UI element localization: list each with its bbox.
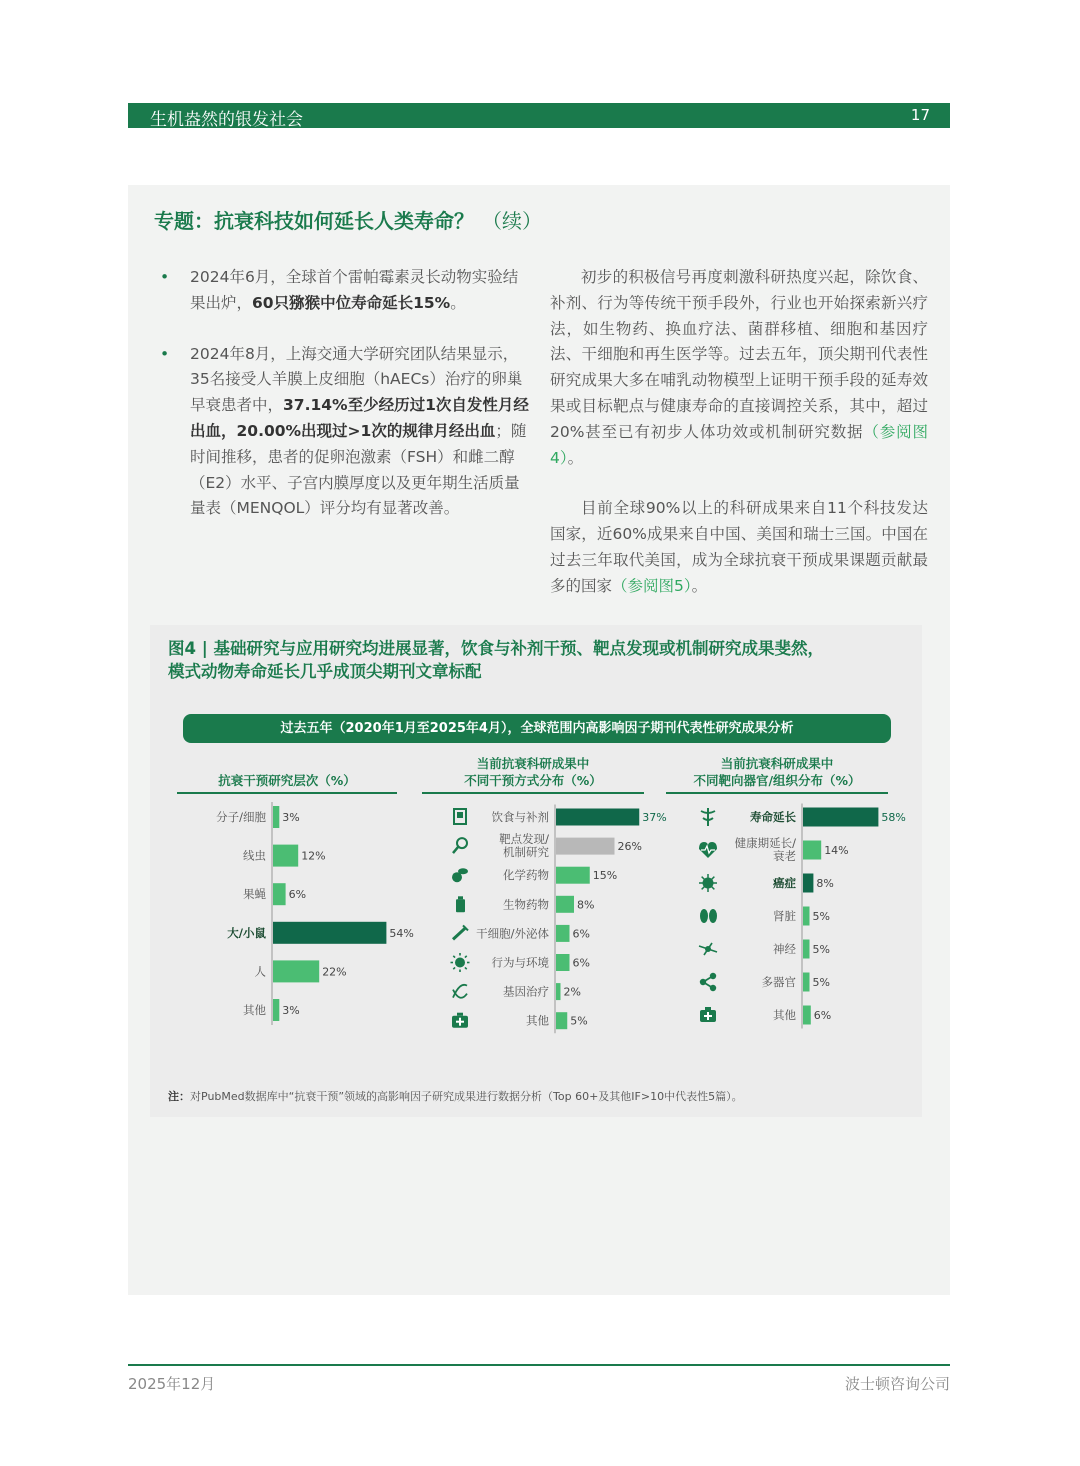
chart-3-heading-line2: 不同靶向器官/组织分布（%） xyxy=(693,773,861,788)
chart-1-category-label: 果蝇 xyxy=(243,887,266,902)
chart-2-bar xyxy=(556,925,570,942)
share-icon xyxy=(700,979,706,985)
chart-2-category-label: 其他 xyxy=(526,1013,549,1028)
content-panel xyxy=(128,185,950,1295)
section-heading-cont: （续） xyxy=(482,209,542,233)
chart-3-category-label: 多器官 xyxy=(761,975,796,989)
chart-2-bar xyxy=(556,954,570,971)
note-label: 注： xyxy=(168,1090,190,1103)
chart-3-value-label: 5% xyxy=(812,943,830,956)
chart-2-category-label: 干细胞/外泌体 xyxy=(476,926,549,941)
virus-icon xyxy=(702,887,705,890)
figure-banner: 过去五年（2020年1月至2025年4月），全球范围内高影响因子期刊代表性研究成果分析 xyxy=(183,714,891,743)
paragraph-text-end: 。 xyxy=(567,448,584,467)
share-icon xyxy=(710,985,716,991)
chart-2-value-label: 26% xyxy=(617,840,642,854)
figure-note xyxy=(168,1088,743,1104)
chart-3-value-label: 5% xyxy=(812,910,830,923)
chart-2-category-label: 机制研究 xyxy=(503,845,549,860)
paragraph-text: 初步的积极信号再度刺激科研热度兴起，除饮食、补剂、行为等传统干预手段外，行业也开始探索新兴疗法，如生物药、换血疗法、菌群移植、细胞和基因疗法、干细胞和再生医学等。过去五年，顶尖期刊代表性研究成果大多在哺乳动物模型上证明干预手段的延寿效果或目标靶点与健康寿命的直接调控关系，其中，超过20%甚至已有初步人体功效或机制研究数据 xyxy=(550,268,928,441)
chart-2-value-label: 8% xyxy=(577,898,595,912)
footer-company: 波士顿咨询公司 xyxy=(844,1375,950,1393)
section-heading xyxy=(154,205,542,234)
share-icon xyxy=(710,973,716,979)
chart-3-bar xyxy=(803,841,821,860)
chart-1-value-label: 54% xyxy=(389,926,414,940)
chart-1-value-label: 12% xyxy=(301,849,326,863)
chart-2-heading-line2: 不同干预方式分布（%） xyxy=(464,773,602,788)
sun-icon xyxy=(465,956,467,958)
chart-2-bar xyxy=(556,838,615,855)
chart-3-category-label: 神经 xyxy=(773,942,796,956)
bullet-dot-icon: • xyxy=(160,344,170,363)
magnifier-icon xyxy=(453,847,458,853)
chart-3-category-label: 癌症 xyxy=(773,876,796,890)
sun-icon xyxy=(455,958,465,968)
chart-1-category-label: 其他 xyxy=(243,1003,266,1017)
paragraph-text: 目前全球90%以上的科研成果来自11个科技发达国家，近60%成果来自中国、美国和瑞士三国。中国在过去三年取代美国，成为全球抗衰干预成果课题贡献最多的国家 xyxy=(550,499,928,595)
bullet-text-end: ；随时间推移，患者的促卵泡激素（FSH）和雌二醇（E2）水平、子宫内膜厚度以及更年期生活质量量表（MENQOL）评分均有显著改善。 xyxy=(190,421,527,518)
chart-3-bar xyxy=(803,874,813,893)
bottle-icon xyxy=(458,896,463,899)
chart-2-value-label: 5% xyxy=(570,1014,588,1028)
bullet-bold: 37.14%至少经历过1次自发性月经出血，20.00%出现过>1次的规律月经出血 xyxy=(190,396,529,440)
chart-3-value-label: 8% xyxy=(816,877,834,890)
chart-2-category-label: 行为与环境 xyxy=(491,955,549,970)
virus-icon xyxy=(712,887,715,890)
chart-3-value-label: 14% xyxy=(824,844,849,857)
chart-3-category-label: 寿命延长 xyxy=(750,810,796,824)
note-text: 对PubMed数据库中“抗衰干预”领域的高影响因子研究成果进行数据分析（Top 60+及其他IF>10中代表性5篇）。 xyxy=(190,1090,743,1103)
sun-icon xyxy=(453,956,455,958)
chart-2-value-label: 2% xyxy=(563,985,581,999)
chart-2-value-label: 15% xyxy=(592,869,618,883)
figure-charts xyxy=(150,625,922,1117)
chart-1-category-label: 大/小鼠 xyxy=(227,925,266,940)
bullet-text: 2024年8月，上海交通大学研究团队结果显示，35名接受人羊膜上皮细胞（hAECs）治疗的卵巢早衰患者中， xyxy=(190,344,523,415)
footer-date: 2025年12月 xyxy=(128,1375,216,1393)
right-column xyxy=(550,265,928,625)
chart-1-heading-text: 抗衰干预研究层次（%） xyxy=(218,773,356,788)
chart-3-bar xyxy=(803,973,810,992)
chart-1-bar xyxy=(273,845,298,867)
figure-title-line2: 模式动物寿命延长几乎成顶尖期刊文章标配 xyxy=(168,662,482,681)
syringe-icon xyxy=(453,927,466,939)
figure-box xyxy=(150,625,922,1117)
chart-1-bar xyxy=(273,960,319,982)
chart-1-category-label: 分子/细胞 xyxy=(216,810,266,824)
kidney-icon xyxy=(700,909,708,923)
chart-2-value-label: 6% xyxy=(572,927,590,941)
header-title: 生机盎然的银发社会 xyxy=(150,110,303,130)
footer-divider xyxy=(128,1364,950,1366)
chart-1-bar xyxy=(273,883,286,905)
book-icon xyxy=(457,812,463,818)
chart-1-value-label: 3% xyxy=(282,1004,300,1017)
header-bar xyxy=(128,103,950,128)
bullet-text: 2024年6月，全球首个雷帕霉素灵长动物实验结果出炉， xyxy=(190,268,519,312)
medkit-icon xyxy=(705,1007,711,1010)
chart-2-bar xyxy=(556,896,574,913)
page-number: 17 xyxy=(910,106,930,124)
chart-2-category-label: 饮食与补剂 xyxy=(491,810,549,824)
virus-icon xyxy=(712,877,715,880)
chart-3-heading-line1: 当前抗衰科研成果中 xyxy=(720,756,834,771)
chart-2-category-label: 生物药物 xyxy=(503,897,549,912)
figure-reference-link[interactable]: （参阅图4） xyxy=(550,422,928,467)
figure-title-line1: 图4 | 基础研究与应用研究均进展显著，饮食与补剂干预、靶点发现或机制研究成果斐然， xyxy=(168,639,824,658)
chart-1-bar xyxy=(273,922,386,944)
chart-2-value-label: 37% xyxy=(642,811,667,824)
chart-3-bar xyxy=(803,808,878,827)
bullet-item-2 xyxy=(158,342,530,523)
chart-1-value-label: 22% xyxy=(322,965,347,979)
chart-2-bar xyxy=(556,867,590,884)
chart-2-category-label: 化学药物 xyxy=(503,868,549,883)
chart-1-bar xyxy=(273,999,279,1021)
bullet-text-end: 。 xyxy=(450,293,466,312)
kidney-icon xyxy=(709,909,717,923)
bullet-dot-icon: • xyxy=(160,268,170,286)
chart-3-category-label: 肾脏 xyxy=(773,909,796,923)
left-column xyxy=(158,265,530,547)
chart-3-bar xyxy=(803,940,810,959)
paragraph-1 xyxy=(550,265,928,471)
chart-1-bar xyxy=(273,806,279,828)
chart-3-value-label: 58% xyxy=(881,811,906,824)
paragraph-text-end: 。 xyxy=(691,576,708,595)
chart-3-value-label: 6% xyxy=(813,1009,832,1022)
chart-3-value-label: 5% xyxy=(812,976,830,989)
chart-2-heading-line1: 当前抗衰科研成果中 xyxy=(476,756,590,771)
sun-icon xyxy=(453,967,455,969)
pills-icon xyxy=(458,868,468,874)
chart-2-value-label: 6% xyxy=(572,956,590,970)
sun-icon xyxy=(465,967,467,969)
chart-3-category-label: 衰老 xyxy=(773,849,796,863)
figure-reference-link[interactable]: （参阅图5） xyxy=(612,576,692,595)
chart-2-bar xyxy=(556,1012,567,1029)
magnifier-icon xyxy=(457,838,467,848)
chart-1-category-label: 线虫 xyxy=(243,848,266,863)
chart-3-category-label: 健康期延长/ xyxy=(734,836,796,850)
chart-1-value-label: 3% xyxy=(282,811,300,824)
chart-1-category-label: 人 xyxy=(254,964,266,979)
medkit-icon xyxy=(457,1013,463,1016)
bottle-icon xyxy=(456,899,465,912)
chart-3-bar xyxy=(803,907,810,926)
chart-2-bar xyxy=(556,983,561,1000)
chart-2-category-label: 基因治疗 xyxy=(503,984,549,999)
chart-1-value-label: 6% xyxy=(288,888,307,902)
chart-3-category-label: 其他 xyxy=(773,1008,796,1022)
chart-2-category-label: 靶点发现/ xyxy=(499,832,549,847)
bullet-item-1 xyxy=(158,265,530,317)
paragraph-2 xyxy=(550,496,928,599)
dna-icon xyxy=(453,990,467,998)
virus-icon xyxy=(702,877,705,880)
bullet-bold: 60只猕猴中位寿命延长15% xyxy=(252,293,451,312)
section-heading-text: 专题：抗衰科技如何延长人类寿命？ xyxy=(154,209,474,233)
chart-2-bar xyxy=(556,809,639,826)
chart-3-bar xyxy=(803,1006,811,1025)
